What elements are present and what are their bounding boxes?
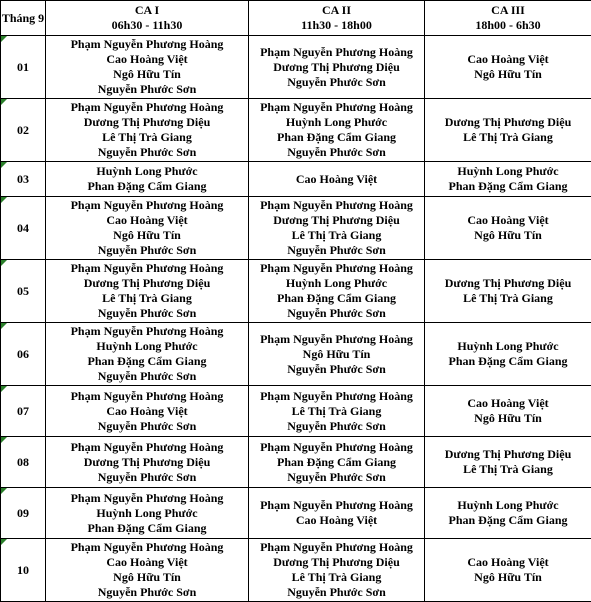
staff-name: Huỳnh Long Phước [249, 115, 424, 130]
shift-cell-ca3 [425, 260, 591, 323]
day-number: 09 [17, 506, 29, 520]
day-number: 10 [17, 563, 29, 577]
staff-name: Phạm Nguyễn Phương Hoàng [46, 261, 248, 276]
shift-cell-ca1 [46, 539, 249, 602]
day-cell [1, 386, 46, 437]
staff-name: Cao Hoàng Việt [46, 404, 248, 419]
staff-name: Phan Đặng Cẩm Giang [46, 521, 248, 536]
staff-name: Phạm Nguyễn Phương Hoàng [249, 45, 424, 60]
staff-name: Ngô Hữu Tín [46, 570, 248, 585]
staff-name: Nguyễn Phước Sơn [249, 362, 424, 377]
staff-name: Nguyễn Phước Sơn [46, 145, 248, 160]
staff-name: Cao Hoàng Việt [46, 213, 248, 228]
shift-cell-ca2 [249, 162, 425, 197]
comment-marker-icon [1, 36, 7, 42]
staff-name: Cao Hoàng Việt [425, 52, 591, 67]
comment-marker-icon [1, 539, 7, 545]
staff-name: Nguyễn Phước Sơn [46, 306, 248, 321]
staff-name: Phạm Nguyễn Phương Hoàng [46, 100, 248, 115]
day-cell [1, 260, 46, 323]
shift-time: 18h00 - 6h30 [425, 18, 591, 33]
staff-name: Ngô Hữu Tín [249, 347, 424, 362]
shift-cell-ca1 [46, 437, 249, 488]
staff-name: Phan Đặng Cẩm Giang [249, 130, 424, 145]
staff-name: Nguyễn Phước Sơn [249, 470, 424, 485]
shift-cell-ca2 [249, 197, 425, 260]
staff-name: Dương Thị Phương Diệu [249, 213, 424, 228]
staff-name: Phạm Nguyễn Phương Hoàng [46, 198, 248, 213]
staff-name: Nguyễn Phước Sơn [249, 75, 424, 90]
staff-name: Huỳnh Long Phước [249, 276, 424, 291]
staff-name: Phạm Nguyễn Phương Hoàng [249, 498, 424, 513]
shift-cell-ca3 [425, 36, 591, 99]
staff-name: Phan Đặng Cẩm Giang [249, 455, 424, 470]
comment-marker-icon [1, 386, 7, 392]
staff-name: Nguyễn Phước Sơn [249, 145, 424, 160]
shift-header-3 [425, 1, 591, 36]
staff-name: Cao Hoàng Việt [46, 555, 248, 570]
staff-name: Cao Hoàng Việt [425, 213, 591, 228]
staff-name: Nguyễn Phước Sơn [249, 243, 424, 258]
shift-cell-ca3 [425, 323, 591, 386]
shift-cell-ca2 [249, 539, 425, 602]
staff-name: Ngô Hữu Tín [46, 228, 248, 243]
day-number: 01 [17, 60, 29, 74]
day-number: 08 [17, 455, 29, 469]
staff-name: Phan Đặng Cẩm Giang [425, 354, 591, 369]
table-row [1, 260, 591, 323]
staff-name: Lê Thị Trà Giang [46, 130, 248, 145]
shift-cell-ca3 [425, 437, 591, 488]
table-row [1, 437, 591, 488]
staff-name: Nguyễn Phước Sơn [46, 585, 248, 600]
staff-name: Dương Thị Phương Diệu [249, 555, 424, 570]
comment-marker-icon [1, 162, 7, 168]
staff-name: Lê Thị Trà Giang [249, 404, 424, 419]
day-cell [1, 162, 46, 197]
staff-name: Lê Thị Trà Giang [249, 228, 424, 243]
shift-cell-ca2 [249, 260, 425, 323]
shift-cell-ca3 [425, 162, 591, 197]
staff-name: Nguyễn Phước Sơn [249, 585, 424, 600]
staff-name: Phạm Nguyễn Phương Hoàng [46, 37, 248, 52]
staff-name: Dương Thị Phương Diệu [425, 447, 591, 462]
staff-name: Dương Thị Phương Diệu [425, 115, 591, 130]
staff-name: Dương Thị Phương Diệu [46, 276, 248, 291]
shift-cell-ca2 [249, 36, 425, 99]
shift-header-1 [46, 1, 249, 36]
staff-name: Nguyễn Phước Sơn [46, 82, 248, 97]
staff-name: Phan Đặng Cẩm Giang [46, 179, 248, 194]
staff-name: Dương Thị Phương Diệu [249, 60, 424, 75]
staff-name: Phan Đặng Cẩm Giang [46, 354, 248, 369]
shift-name: CA III [425, 3, 591, 18]
staff-name: Nguyễn Phước Sơn [249, 306, 424, 321]
staff-name: Huỳnh Long Phước [425, 164, 591, 179]
comment-marker-icon [1, 197, 7, 203]
schedule-body [1, 36, 591, 602]
day-cell [1, 488, 46, 539]
staff-name: Nguyễn Phước Sơn [249, 419, 424, 434]
staff-name: Ngô Hữu Tín [425, 228, 591, 243]
day-cell [1, 539, 46, 602]
shift-cell-ca1 [46, 323, 249, 386]
staff-name: Phạm Nguyễn Phương Hoàng [249, 332, 424, 347]
shift-cell-ca3 [425, 539, 591, 602]
staff-name: Cao Hoàng Việt [46, 52, 248, 67]
day-cell [1, 197, 46, 260]
shift-time: 06h30 - 11h30 [46, 18, 248, 33]
shift-cell-ca2 [249, 323, 425, 386]
shift-cell-ca3 [425, 99, 591, 162]
staff-name: Phan Đặng Cẩm Giang [249, 291, 424, 306]
staff-name: Cao Hoàng Việt [249, 513, 424, 528]
staff-name: Nguyễn Phước Sơn [46, 419, 248, 434]
shift-cell-ca1 [46, 162, 249, 197]
staff-name: Ngô Hữu Tín [425, 67, 591, 82]
staff-name: Huỳnh Long Phước [425, 339, 591, 354]
staff-name: Phạm Nguyễn Phương Hoàng [46, 440, 248, 455]
shift-cell-ca1 [46, 386, 249, 437]
staff-name: Nguyễn Phước Sơn [46, 369, 248, 384]
day-cell [1, 437, 46, 488]
table-row [1, 99, 591, 162]
day-number: 07 [17, 404, 29, 418]
staff-name: Phạm Nguyễn Phương Hoàng [249, 389, 424, 404]
table-row [1, 386, 591, 437]
staff-name: Phạm Nguyễn Phương Hoàng [249, 440, 424, 455]
day-number: 04 [17, 221, 29, 235]
day-cell [1, 99, 46, 162]
shift-name: CA II [249, 3, 424, 18]
staff-name: Huỳnh Long Phước [46, 164, 248, 179]
staff-name: Phan Đặng Cẩm Giang [425, 513, 591, 528]
staff-name: Phạm Nguyễn Phương Hoàng [249, 261, 424, 276]
staff-name: Huỳnh Long Phước [46, 506, 248, 521]
staff-name: Cao Hoàng Việt [249, 172, 424, 187]
day-cell [1, 323, 46, 386]
shift-cell-ca1 [46, 488, 249, 539]
staff-name: Phan Đặng Cẩm Giang [425, 179, 591, 194]
day-cell [1, 36, 46, 99]
staff-name: Lê Thị Trà Giang [425, 462, 591, 477]
staff-name: Phạm Nguyễn Phương Hoàng [249, 198, 424, 213]
day-number: 05 [17, 284, 29, 298]
shift-time: 11h30 - 18h00 [249, 18, 424, 33]
staff-name: Ngô Hữu Tín [425, 411, 591, 426]
staff-name: Huỳnh Long Phước [425, 498, 591, 513]
comment-marker-icon [1, 99, 7, 105]
day-number: 02 [17, 123, 29, 137]
staff-name: Lê Thị Trà Giang [46, 291, 248, 306]
header-row [1, 1, 591, 36]
day-number: 03 [17, 172, 29, 186]
comment-marker-icon [1, 437, 7, 443]
staff-name: Dương Thị Phương Diệu [425, 276, 591, 291]
table-row [1, 323, 591, 386]
staff-name: Phạm Nguyễn Phương Hoàng [46, 491, 248, 506]
staff-name: Phạm Nguyễn Phương Hoàng [249, 100, 424, 115]
staff-name: Nguyễn Phước Sơn [46, 470, 248, 485]
staff-name: Nguyễn Phước Sơn [46, 243, 248, 258]
staff-name: Ngô Hữu Tín [425, 570, 591, 585]
shift-cell-ca2 [249, 386, 425, 437]
staff-name: Ngô Hữu Tín [46, 67, 248, 82]
staff-name: Dương Thị Phương Diệu [46, 115, 248, 130]
shift-cell-ca1 [46, 99, 249, 162]
shift-cell-ca1 [46, 197, 249, 260]
comment-marker-icon [1, 323, 7, 329]
table-row [1, 197, 591, 260]
shift-cell-ca2 [249, 99, 425, 162]
day-number: 06 [17, 347, 29, 361]
staff-name: Lê Thị Trà Giang [249, 570, 424, 585]
comment-marker-icon [1, 488, 7, 494]
comment-marker-icon [1, 260, 7, 266]
staff-name: Huỳnh Long Phước [46, 339, 248, 354]
table-row [1, 488, 591, 539]
shift-cell-ca2 [249, 437, 425, 488]
shift-cell-ca1 [46, 260, 249, 323]
shift-cell-ca3 [425, 386, 591, 437]
shift-cell-ca1 [46, 36, 249, 99]
staff-name: Lê Thị Trà Giang [425, 291, 591, 306]
shift-header-2 [249, 1, 425, 36]
staff-name: Phạm Nguyễn Phương Hoàng [46, 324, 248, 339]
staff-name: Phạm Nguyễn Phương Hoàng [249, 540, 424, 555]
shift-cell-ca3 [425, 488, 591, 539]
table-row [1, 36, 591, 99]
staff-name: Dương Thị Phương Diệu [46, 455, 248, 470]
table-row [1, 162, 591, 197]
table-row [1, 539, 591, 602]
shift-name: CA I [46, 3, 248, 18]
staff-name: Lê Thị Trà Giang [425, 130, 591, 145]
staff-name: Phạm Nguyễn Phương Hoàng [46, 389, 248, 404]
shift-cell-ca2 [249, 488, 425, 539]
staff-name: Phạm Nguyễn Phương Hoàng [46, 540, 248, 555]
staff-name: Cao Hoàng Việt [425, 396, 591, 411]
shift-cell-ca3 [425, 197, 591, 260]
staff-name: Cao Hoàng Việt [425, 555, 591, 570]
month-header: Tháng 9 [1, 1, 46, 36]
